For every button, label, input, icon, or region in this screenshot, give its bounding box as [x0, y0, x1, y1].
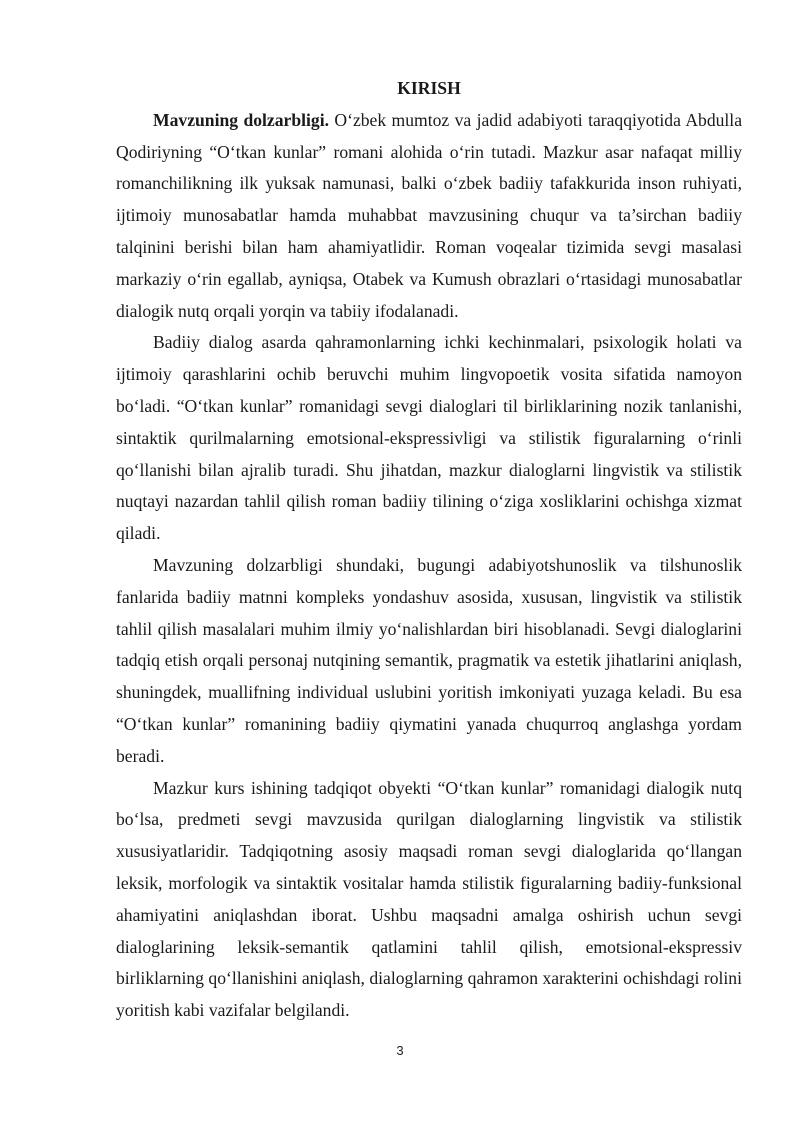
- paragraph-objectives: Mazkur kurs ishining tadqiqot obyekti “O‘tkan kunlar” romanidagi dialogik nutq bo‘lsa, predmeti sevgi mavzusida qurilgan dialoglarning lingvistik va stilistik xususiyatlaridir. Tadqiqotning asosiy maqsadi roman sevgi dialoglarida qo‘llangan leksik, morfologik va sintaktik vositalar hamda stilistik figuralarning badiiy-funksional ahamiyatini aniqlashdan iborat. Ushbu maqsadni amalga oshirish uchun sevgi dialoglarining leksik-semantik qatlamini tahlil qilish, emotsional-ekspressiv birliklarning qo‘llanishini aniqlash, dialoglarning qahramon xarakterini ochishdagi rolini yoritish kabi vazifalar belgilandi.: [116, 777, 742, 1021]
- paragraph-text: O‘zbek mumtoz va jadid adabiyoti taraqqiyotida Abdulla Qodiriyning “O‘tkan kunlar” romani alohida o‘rin tutadi. Mazkur asar nafaqat milliy romanchilikning ilk yuksak namunasi, balki o‘zbek badiiy tafakkurida inson ruhiyati, ijtimoiy munosabatlar hamda muhabbat mavzusining chuqur va ta’sirchan badiiy talqinini berishi bilan ham ahamiyatlidir. Roman voqealar tizimida sevgi masalasi markaziy o‘rin egallab, ayniqsa, Otabek va Kumush obrazlari o‘rtasidagi munosabatlar dialogik nutq orqali yorqin va tabiiy ifodalanadi.: [116, 109, 742, 321]
- paragraph-relevance: [116, 105, 742, 328]
- paragraph-dialogue: Badiiy dialog asarda qahramonlarning ichki kechinmalari, psixologik holati va ijtimoiy qarashlarini ochib beruvchi muhim lingvopoetik vosita sifatida namoyon bo‘ladi. “O‘tkan kunlar” romanidagi sevgi dialoglari til birliklarining nozik tanlanishi, sintaktik qurilmalarning emotsional-ekspressivligi va stilistik figuralarning o‘rinli qo‘llanishi bilan ajralib turadi. Shu jihatdan, mazkur dialoglarni lingvistik va stilistik nuqtayi nazardan tahlil qilish roman badiiy tilining o‘ziga xosliklarini ochishga xizmat qiladi.: [116, 332, 742, 544]
- paragraph-lead: Mavzuning dolzarbligi.: [153, 109, 329, 130]
- page-number: 3: [396, 1043, 404, 1058]
- section-heading: KIRISH: [397, 78, 461, 98]
- document-body: [116, 72, 742, 1027]
- paragraph-topicality: Mavzuning dolzarbligi shundaki, bugungi adabiyotshunoslik va tilshunoslik fanlarida badiiy matnni kompleks yondashuv asosida, xususan, lingvistik va stilistik tahlil qilish masalalari muhim ilmiy yo‘nalishlardan biri hisoblanadi. Sevgi dialoglarini tadqiq etish orqali personaj nutqining semantik, pragmatik va estetik jihatlarini aniqlash, shuningdek, muallifning individual uslubini yoritish imkoniyati yuzaga keladi. Bu esa “O‘tkan kunlar” romanining badiiy qiymatini yanada chuqurroq anglashga yordam beradi.: [116, 554, 742, 766]
